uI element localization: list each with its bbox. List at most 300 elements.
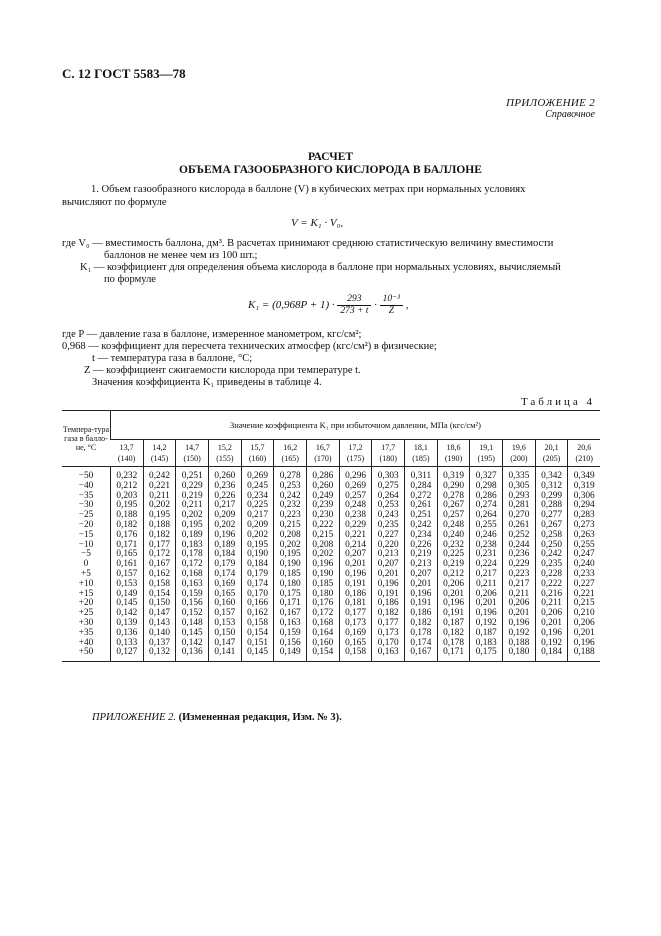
coefficient-cell: 0,217 [241, 511, 274, 521]
pressure-kgs: (195) [477, 454, 495, 463]
coefficient-cell: 0,234 [405, 531, 438, 541]
coefficient-cell: 0,186 [405, 609, 438, 619]
coefficient-cell: 0,180 [307, 590, 340, 600]
coefficient-cell: 0,209 [209, 511, 242, 521]
coefficient-cell: 0,188 [568, 648, 600, 661]
coefficient-cell: 0,182 [405, 619, 438, 629]
def-v0-line2: баллонов не менее чем из 100 шт.; [104, 250, 258, 261]
coefficient-cell: 0,214 [339, 541, 372, 551]
coefficient-cell: 0,185 [307, 580, 340, 590]
pressure-kgs: (155) [216, 454, 234, 463]
coefficient-cell: 0,238 [339, 511, 372, 521]
def-k1-line1: K₁ — коэффициент для определения объема кислорода в баллоне при нормальных условиях, вычисляемый [80, 262, 561, 273]
coefficient-cell: 0,319 [568, 482, 600, 492]
coefficient-cell: 0,201 [568, 629, 600, 639]
temperature-cell: +25 [78, 608, 94, 619]
coefficient-cell: 0,286 [307, 467, 340, 482]
pressure-kgs: (190) [444, 454, 463, 463]
para1-line1: 1. Объем газообразного кислорода в баллоне (V) в кубических метрах при нормальных условиях [91, 184, 526, 195]
pressure-mpa: 17,2 [348, 443, 363, 452]
coefficient-cell: 0,189 [209, 541, 242, 551]
coefficient-cell: 0,303 [372, 467, 405, 482]
table-body [62, 467, 600, 662]
coefficient-cell: 0,312 [535, 482, 568, 492]
temperature-cell: +10 [78, 578, 94, 589]
coefficient-cell: 0,238 [470, 541, 503, 551]
coefficient-cell: 0,255 [470, 521, 503, 531]
coefficient-cell: 0,190 [241, 550, 274, 560]
coefficient-cell: 0,150 [209, 629, 242, 639]
coefficient-cell: 0,174 [405, 639, 438, 649]
coefficient-cell: 0,182 [111, 521, 144, 531]
coefficient-cell: 0,186 [339, 590, 372, 600]
coefficient-cell: 0,257 [339, 492, 372, 502]
coefficient-cell: 0,169 [209, 580, 242, 590]
def-z: Z — коэффициент сжигаемости кислорода при температуре t. [84, 365, 361, 376]
coefficient-cell: 0,286 [470, 492, 503, 502]
footer-revision: (Измененная редакция, Изм. № 3). [178, 712, 342, 723]
coefficient-cell: 0,244 [503, 541, 536, 551]
coefficient-cell: 0,211 [470, 580, 503, 590]
coefficient-cell: 0,143 [143, 619, 176, 629]
coefficient-cell: 0,145 [176, 629, 209, 639]
footer-appendix: ПРИЛОЖЕНИЕ 2. [92, 712, 176, 723]
temperature-cell: +20 [78, 598, 94, 609]
pressure-column-header [470, 440, 503, 467]
coefficient-cell: 0,225 [437, 550, 470, 560]
coefficient-cell: 0,179 [241, 570, 274, 580]
coefficient-cell: 0,174 [241, 580, 274, 590]
coefficient-cell: 0,219 [437, 560, 470, 570]
fraction-temperature-den: 273 + t [340, 306, 369, 316]
coefficient-cell: 0,188 [143, 521, 176, 531]
coefficient-cell: 0,188 [111, 511, 144, 521]
doc-title-line1: РАСЧЕТ [307, 151, 354, 163]
table-reference-note: Значения коэффициента K₁ приведены в таблице 4. [92, 377, 322, 388]
para1-line2: вычисляют по формуле [62, 197, 167, 208]
coefficient-cell: 0,150 [143, 599, 176, 609]
coefficient-cell: 0,182 [437, 629, 470, 639]
coefficient-cell: 0,179 [209, 560, 242, 570]
coefficient-cell: 0,232 [274, 501, 307, 511]
coefficient-cell: 0,299 [535, 492, 568, 502]
coefficient-cell: 0,264 [470, 511, 503, 521]
coefficient-cell: 0,175 [470, 648, 503, 661]
coefficient-cell: 0,183 [176, 541, 209, 551]
appendix-label [506, 98, 595, 120]
coefficient-cell: 0,202 [176, 511, 209, 521]
coefficient-cell: 0,206 [437, 580, 470, 590]
coefficient-cell: 0,245 [241, 482, 274, 492]
coefficient-cell: 0,191 [339, 580, 372, 590]
coefficient-cell: 0,175 [274, 590, 307, 600]
coefficient-cell: 0,184 [209, 550, 242, 560]
pressure-kgs: (185) [412, 454, 430, 463]
coefficient-cell: 0,257 [437, 511, 470, 521]
temperature-cell: +5 [81, 568, 91, 579]
coefficient-cell: 0,267 [437, 501, 470, 511]
coefficient-cell: 0,165 [111, 550, 144, 560]
pressure-column-header [437, 440, 470, 467]
coefficient-cell: 0,176 [111, 531, 144, 541]
coefficient-cell: 0,227 [372, 531, 405, 541]
coefficient-cell: 0,203 [111, 492, 144, 502]
coefficient-cell: 0,189 [176, 531, 209, 541]
coefficient-cell: 0,251 [405, 511, 438, 521]
coefficient-cell: 0,223 [274, 511, 307, 521]
formula-k1-left: K₁ = (0,968P + 1) · [248, 299, 335, 312]
coefficient-cell: 0,224 [470, 560, 503, 570]
table-label: Таблица 4 [520, 396, 595, 408]
coefficient-cell: 0,172 [307, 609, 340, 619]
coefficient-cell: 0,239 [307, 501, 340, 511]
pressure-column-header [241, 440, 274, 467]
coefficient-cell: 0,201 [372, 570, 405, 580]
coefficient-cell: 0,167 [274, 609, 307, 619]
coefficient-cell: 0,171 [274, 599, 307, 609]
coefficient-cell: 0,298 [470, 482, 503, 492]
coefficient-cell: 0,202 [209, 521, 242, 531]
coefficient-cell: 0,212 [111, 482, 144, 492]
coefficient-cell: 0,132 [143, 648, 176, 661]
coefficient-cell: 0,278 [274, 467, 307, 482]
coefficient-cell: 0,174 [209, 570, 242, 580]
coefficient-cell: 0,236 [209, 482, 242, 492]
coefficient-cell: 0,251 [176, 467, 209, 482]
pressure-mpa: 20,1 [544, 443, 559, 452]
coefficient-cell: 0,147 [209, 639, 242, 649]
coefficient-cell: 0,273 [568, 521, 600, 531]
coefficient-cell: 0,178 [405, 629, 438, 639]
coefficient-cell: 0,240 [568, 560, 600, 570]
pressure-column-header [176, 440, 209, 467]
coefficient-cell: 0,196 [503, 619, 536, 629]
coefficient-cell: 0,166 [241, 599, 274, 609]
coefficient-cell: 0,140 [143, 629, 176, 639]
coefficient-cell: 0,258 [535, 531, 568, 541]
coefficient-cell: 0,306 [568, 492, 600, 502]
appendix-subtitle: Справочное [545, 109, 595, 120]
coefficient-cell: 0,139 [111, 619, 144, 629]
coefficient-cell: 0,196 [437, 599, 470, 609]
coefficient-cell: 0,192 [503, 629, 536, 639]
doc-title-line2: ОБЪЕМА ГАЗООБРАЗНОГО КИСЛОРОДА В БАЛЛОНЕ [179, 164, 482, 176]
coefficient-cell: 0,181 [339, 599, 372, 609]
coefficient-cell: 0,207 [405, 570, 438, 580]
coefficient-cell: 0,236 [503, 550, 536, 560]
coefficient-cell: 0,248 [437, 521, 470, 531]
coefficient-cell: 0,221 [568, 590, 600, 600]
coefficient-cell: 0,196 [339, 570, 372, 580]
formula-k1-dot: · [374, 299, 377, 312]
coefficient-cell: 0,234 [241, 492, 274, 502]
fraction-temperature [337, 294, 371, 317]
coefficient-cell: 0,158 [241, 619, 274, 629]
pressure-kgs: (165) [281, 454, 299, 463]
coefficient-cell: 0,349 [568, 467, 600, 482]
coefficient-cell: 0,192 [470, 619, 503, 629]
coefficient-cell: 0,250 [535, 541, 568, 551]
coefficient-cell: 0,226 [209, 492, 242, 502]
coefficient-cell: 0,267 [535, 521, 568, 531]
coefficient-cell: 0,210 [568, 609, 600, 619]
coefficient-cell: 0,215 [307, 531, 340, 541]
coefficient-cell: 0,156 [274, 639, 307, 649]
coefficient-cell: 0,213 [372, 550, 405, 560]
coefficient-cell: 0,269 [339, 482, 372, 492]
coefficient-cell: 0,151 [241, 639, 274, 649]
temperature-cell: +50 [62, 648, 111, 661]
coefficient-cell: 0,157 [209, 609, 242, 619]
coefficient-cell: 0,195 [143, 511, 176, 521]
coefficient-cell: 0,142 [111, 609, 144, 619]
coefficient-cell: 0,227 [568, 580, 600, 590]
coefficient-cell: 0,242 [274, 492, 307, 502]
coefficient-cell: 0,184 [535, 648, 568, 661]
coefficient-cell: 0,164 [307, 629, 340, 639]
coefficient-cell: 0,182 [143, 531, 176, 541]
coefficient-cell: 0,216 [535, 590, 568, 600]
temperature-cell: −5 [81, 549, 91, 560]
coefficient-cell: 0,191 [372, 590, 405, 600]
coefficient-cell: 0,149 [274, 648, 307, 661]
coefficient-cell: 0,159 [274, 629, 307, 639]
coefficient-cell: 0,311 [405, 467, 438, 482]
pressure-mpa: 20,6 [577, 443, 592, 452]
coefficient-cell: 0,232 [111, 467, 144, 482]
pressure-mpa: 14,2 [152, 443, 167, 452]
coefficient-cell: 0,187 [470, 629, 503, 639]
coefficient-cell: 0,229 [503, 560, 536, 570]
coefficient-cell: 0,158 [339, 648, 372, 661]
coefficient-cell: 0,201 [535, 619, 568, 629]
pressure-mpa: 19,6 [511, 443, 526, 452]
coefficient-cell: 0,261 [503, 521, 536, 531]
coefficient-cell: 0,209 [241, 521, 274, 531]
coefficient-cell: 0,221 [339, 531, 372, 541]
coefficient-cell: 0,163 [274, 619, 307, 629]
pressure-column-header [274, 440, 307, 467]
pressure-column-header [535, 440, 568, 467]
coefficient-cell: 0,252 [503, 531, 536, 541]
coefficient-cell: 0,202 [307, 550, 340, 560]
coefficient-cell: 0,230 [307, 511, 340, 521]
temperature-cell: −15 [78, 529, 94, 540]
coefficient-cell: 0,211 [503, 590, 536, 600]
coefficient-cell: 0,229 [176, 482, 209, 492]
coefficient-cell: 0,171 [111, 541, 144, 551]
coefficient-cell: 0,188 [503, 639, 536, 649]
def-p: где P — давление газа в баллоне, измеренное манометром, кгс/см²; [62, 329, 362, 340]
def-coefficient: 0,968 — коэффициент для пересчета технических атмосфер (кгс/см²) в физические; [62, 341, 437, 352]
coefficient-cell: 0,145 [111, 599, 144, 609]
coefficient-cell: 0,247 [568, 550, 600, 560]
coefficient-cell: 0,195 [274, 550, 307, 560]
coefficient-cell: 0,206 [470, 590, 503, 600]
coefficient-cell: 0,170 [241, 590, 274, 600]
formula-v: V = K₁ · V₀, [291, 217, 344, 229]
coefficient-cell: 0,154 [241, 629, 274, 639]
coefficient-cell: 0,168 [176, 570, 209, 580]
pressure-kgs: (150) [183, 454, 201, 463]
temperature-cell: 0 [83, 559, 89, 570]
coefficient-cell: 0,149 [111, 590, 144, 600]
coefficient-cell: 0,228 [535, 570, 568, 580]
coefficient-cell: 0,233 [568, 570, 600, 580]
coefficient-cell: 0,187 [437, 619, 470, 629]
coefficient-cell: 0,201 [470, 599, 503, 609]
coefficient-cell: 0,172 [143, 550, 176, 560]
pressure-column-header [111, 440, 144, 467]
temperature-cell: −35 [78, 490, 94, 501]
coefficient-cell: 0,162 [143, 570, 176, 580]
coefficient-cell: 0,195 [241, 541, 274, 551]
coefficient-cell: 0,145 [241, 648, 274, 661]
pressure-column-header [143, 440, 176, 467]
coefficient-cell: 0,217 [209, 501, 242, 511]
pressure-group-header: Значение коэффициента K₁ при избыточном давлении, МПа (кгс/см²) [111, 411, 601, 440]
fraction-z [380, 294, 403, 317]
coefficient-cell: 0,154 [143, 590, 176, 600]
def-t: t — температура газа в баллоне, °С; [92, 353, 253, 364]
coefficient-cell: 0,160 [307, 639, 340, 649]
coefficient-cell: 0,264 [372, 492, 405, 502]
coefficient-cell: 0,154 [307, 648, 340, 661]
coefficient-cell: 0,167 [405, 648, 438, 661]
pressure-column-headers [62, 440, 600, 467]
coefficient-cell: 0,167 [143, 560, 176, 570]
coefficient-cell: 0,242 [535, 550, 568, 560]
coefficient-cell: 0,206 [503, 599, 536, 609]
coefficient-cell: 0,178 [437, 639, 470, 649]
def-v0-line1: где V₀ — вместимость баллона, дм³. В расчетах принимают среднюю статистическую величину вместимости [62, 238, 554, 249]
coefficient-cell: 0,226 [405, 541, 438, 551]
coefficient-cell: 0,219 [405, 550, 438, 560]
coefficient-cell: 0,211 [143, 492, 176, 502]
coefficient-cell: 0,152 [176, 609, 209, 619]
coefficient-cell: 0,232 [437, 541, 470, 551]
coefficient-cell: 0,225 [241, 501, 274, 511]
coefficient-cell: 0,196 [372, 580, 405, 590]
coefficient-cell: 0,184 [241, 560, 274, 570]
pressure-kgs: (160) [248, 454, 267, 463]
coefficient-cell: 0,156 [176, 599, 209, 609]
pressure-mpa: 15,2 [217, 443, 232, 452]
coefficient-cell: 0,173 [339, 619, 372, 629]
fraction-z-num: 10⁻³ [380, 294, 403, 306]
coefficient-cell: 0,161 [111, 560, 144, 570]
coefficient-cell: 0,242 [405, 521, 438, 531]
coefficient-cell: 0,142 [176, 639, 209, 649]
coefficient-cell: 0,172 [176, 560, 209, 570]
pressure-mpa: 13,7 [119, 443, 134, 452]
coefficient-cell: 0,183 [470, 639, 503, 649]
coefficient-cell: 0,168 [307, 619, 340, 629]
fraction-temperature-num: 293 [337, 294, 371, 306]
coefficient-cell: 0,196 [405, 590, 438, 600]
pressure-column-header [209, 440, 242, 467]
coefficient-cell: 0,222 [535, 580, 568, 590]
coefficient-cell: 0,283 [568, 511, 600, 521]
formula-k1-end: , [405, 299, 409, 312]
coefficient-cell: 0,215 [568, 599, 600, 609]
coefficient-cell: 0,327 [470, 467, 503, 482]
coefficient-cell: 0,192 [535, 639, 568, 649]
coefficient-cell: 0,141 [209, 648, 242, 661]
coefficient-cell: 0,176 [307, 599, 340, 609]
coefficient-cell: 0,191 [437, 609, 470, 619]
coefficient-cell: 0,217 [470, 570, 503, 580]
coefficient-cell: 0,288 [535, 501, 568, 511]
pressure-mpa: 16,2 [283, 443, 298, 452]
coefficient-cell: 0,159 [176, 590, 209, 600]
coefficient-cell: 0,263 [568, 531, 600, 541]
coefficient-cell: 0,223 [503, 570, 536, 580]
coefficient-cell: 0,220 [372, 541, 405, 551]
coefficient-cell: 0,160 [209, 599, 242, 609]
coefficient-cell: 0,195 [111, 501, 144, 511]
coefficient-cell: 0,178 [176, 550, 209, 560]
coefficient-cell: 0,278 [437, 492, 470, 502]
coefficient-cell: 0,206 [535, 609, 568, 619]
coefficient-cell: 0,253 [274, 482, 307, 492]
pressure-kgs: (200) [510, 454, 528, 463]
coefficient-cell: 0,147 [143, 609, 176, 619]
coefficient-cell: 0,201 [503, 609, 536, 619]
coefficient-cell: 0,290 [437, 482, 470, 492]
temperature-cell: −50 [78, 471, 94, 481]
coefficient-cell: 0,208 [307, 541, 340, 551]
coefficient-cell: 0,235 [535, 560, 568, 570]
coefficient-cell: 0,171 [437, 648, 470, 661]
footer-note [92, 712, 342, 723]
coefficient-cell: 0,248 [339, 501, 372, 511]
coefficient-cell: 0,201 [339, 560, 372, 570]
pressure-mpa: 15,7 [250, 443, 265, 452]
temperature-cell: +35 [78, 627, 94, 638]
coefficient-cell: 0,157 [111, 570, 144, 580]
coefficient-cell: 0,165 [339, 639, 372, 649]
coefficient-cell: 0,137 [143, 639, 176, 649]
coefficient-cell: 0,240 [437, 531, 470, 541]
fraction-z-den: Z [388, 306, 394, 316]
pressure-column-header [307, 440, 340, 467]
pressure-column-header [372, 440, 405, 467]
coefficient-cell: 0,153 [209, 619, 242, 629]
coefficient-cell: 0,196 [209, 531, 242, 541]
coefficient-cell: 0,213 [405, 560, 438, 570]
coefficient-cell: 0,342 [535, 467, 568, 482]
pressure-kgs: (145) [150, 454, 169, 463]
table-row [62, 648, 600, 661]
coefficient-table [62, 410, 600, 662]
temperature-cell: +15 [78, 588, 94, 599]
coefficient-cell: 0,211 [535, 599, 568, 609]
coefficient-cell: 0,208 [274, 531, 307, 541]
coefficient-cell: 0,177 [339, 609, 372, 619]
coefficient-cell: 0,255 [568, 541, 600, 551]
coefficient-cell: 0,136 [176, 648, 209, 661]
coefficient-cell: 0,243 [372, 511, 405, 521]
coefficient-cell: 0,196 [307, 560, 340, 570]
coefficient-cell: 0,284 [405, 482, 438, 492]
coefficient-cell: 0,202 [241, 531, 274, 541]
pressure-mpa: 17,7 [381, 443, 396, 452]
coefficient-cell: 0,249 [307, 492, 340, 502]
temperature-cell: −10 [78, 539, 94, 550]
coefficient-cell: 0,242 [143, 467, 176, 482]
coefficient-cell: 0,202 [274, 541, 307, 551]
